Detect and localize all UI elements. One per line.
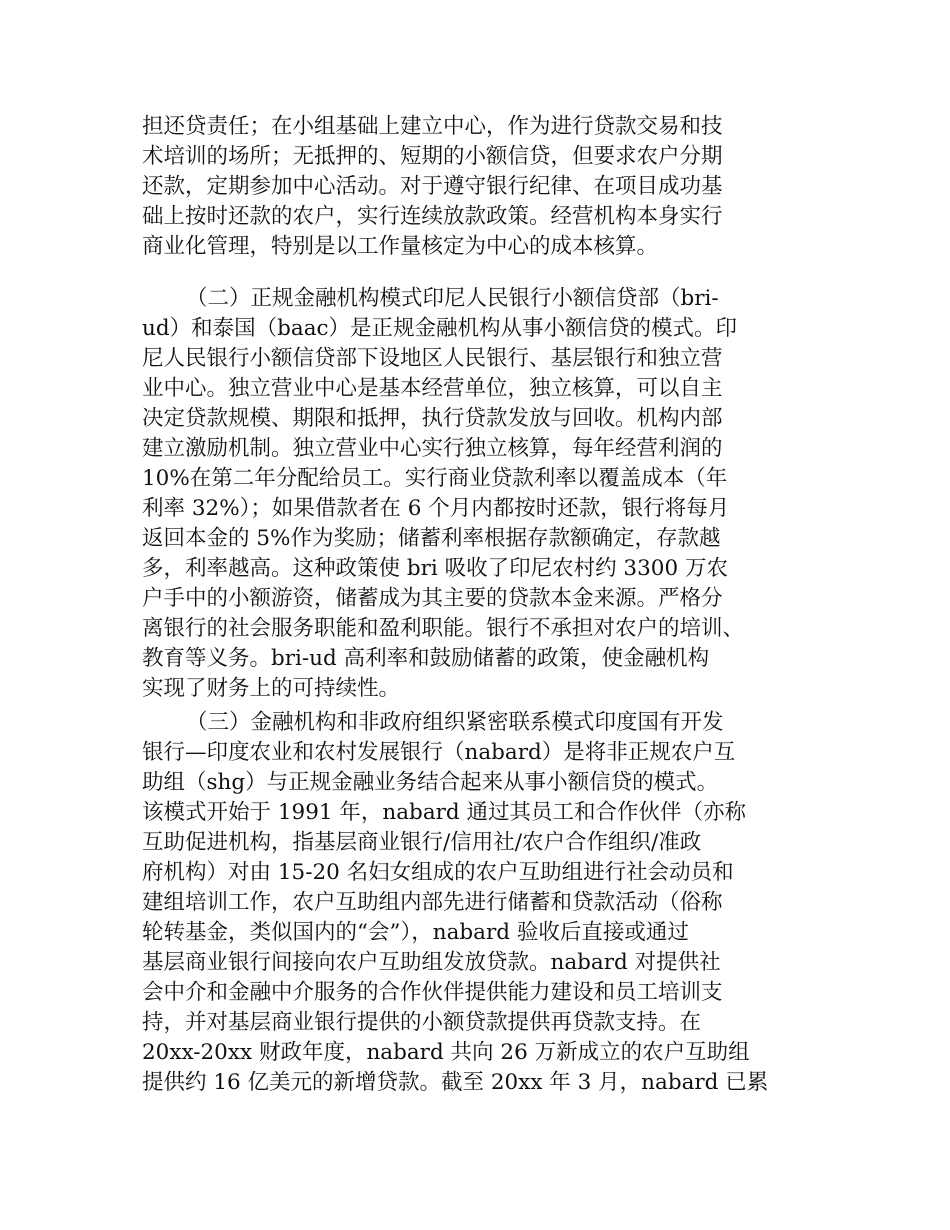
- text-line: 轮转基金，类似国内的“会”），nabard 验收后直接或通过: [142, 920, 689, 945]
- text-line: 会中介和金融中介服务的合作伙伴提供能力建设和员工培训支: [142, 980, 723, 1005]
- paragraph-2: [142, 284, 822, 704]
- text-line: 决定贷款规模、期限和抵押，执行贷款发放与回收。机构内部: [142, 406, 723, 431]
- text-line: 户手中的小额游资，储蓄成为其主要的贷款本金来源。严格分: [142, 586, 723, 611]
- text-line: 建组培训工作，农户互助组内部先进行储蓄和贷款活动（俗称: [142, 890, 723, 915]
- text-line: 础上按时还款的农户，实行连续放款政策。经营机构本身实行: [142, 204, 723, 229]
- text-line: ud）和泰国（baac）是正规金融机构从事小额信贷的模式。印: [142, 316, 738, 341]
- text-line: 返回本金的 5%作为奖励；储蓄利率根据存款额确定，存款越: [142, 526, 721, 551]
- text-line: 府机构）对由 15-20 名妇女组成的农户互助组进行社会动员和: [142, 860, 734, 885]
- text-line: 商业化管理，特别是以工作量核定为中心的成本核算。: [142, 234, 659, 259]
- text-line: 离银行的社会服务职能和盈利职能。银行不承担对农户的培训、: [142, 616, 745, 641]
- text-line: 银行—印度农业和农村发展银行（nabard）是将非正规农户互: [142, 740, 736, 765]
- text-line: 基层商业银行间接向农户互助组发放贷款。nabard 对提供社: [142, 950, 721, 975]
- text-line: 多，利率越高。这种政策使 bri 吸收了印尼农村约 3300 万农: [142, 556, 728, 581]
- paragraph-1: [142, 112, 822, 262]
- text-line: 持，并对基层商业银行提供的小额贷款提供再贷款支持。在: [142, 1010, 702, 1035]
- text-line: （二）正规金融机构模式印尼人民银行小额信贷部（bri-: [186, 286, 719, 311]
- text-line: 互助促进机构，指基层商业银行/信用社/农户合作组织/准政: [142, 830, 702, 855]
- text-line: 还款，定期参加中心活动。对于遵守银行纪律、在项目成功基: [142, 174, 723, 199]
- text-line: 实现了财务上的可持续性。: [142, 676, 401, 701]
- text-line: 建立激励机制。独立营业中心实行独立核算，每年经营利润的: [142, 436, 723, 461]
- text-line: 助组（shg）与正规金融业务结合起来从事小额信贷的模式。: [142, 770, 719, 795]
- text-line: 尼人民银行小额信贷部下设地区人民银行、基层银行和独立营: [142, 346, 723, 371]
- text-line: 业中心。独立营业中心是基本经营单位，独立核算，可以自主: [142, 376, 723, 401]
- text-line: 利率 32%）；如果借款者在 6 个月内都按时还款，银行将每月: [142, 496, 730, 521]
- text-line: 术培训的场所；无抵押的、短期的小额信贷，但要求农户分期: [142, 144, 723, 169]
- text-line: 提供约 16 亿美元的新增贷款。截至 20xx 年 3 月，nabard 已累: [142, 1070, 769, 1095]
- paragraph-3: [142, 708, 822, 1098]
- text-line: 20xx-20xx 财政年度，nabard 共向 26 万新成立的农户互助组: [142, 1040, 750, 1065]
- text-line: 10%在第二年分配给员工。实行商业贷款利率以覆盖成本（年: [142, 466, 728, 491]
- text-line: 担还贷责任；在小组基础上建立中心，作为进行贷款交易和技: [142, 114, 723, 139]
- text-line: （三）金融机构和非政府组织紧密联系模式印度国有开发: [186, 710, 724, 735]
- text-line: 教育等义务。bri-ud 高利率和鼓励储蓄的政策，使金融机构: [142, 646, 710, 671]
- text-line: 该模式开始于 1991 年，nabard 通过其员工和合作伙伴（亦称: [142, 800, 747, 825]
